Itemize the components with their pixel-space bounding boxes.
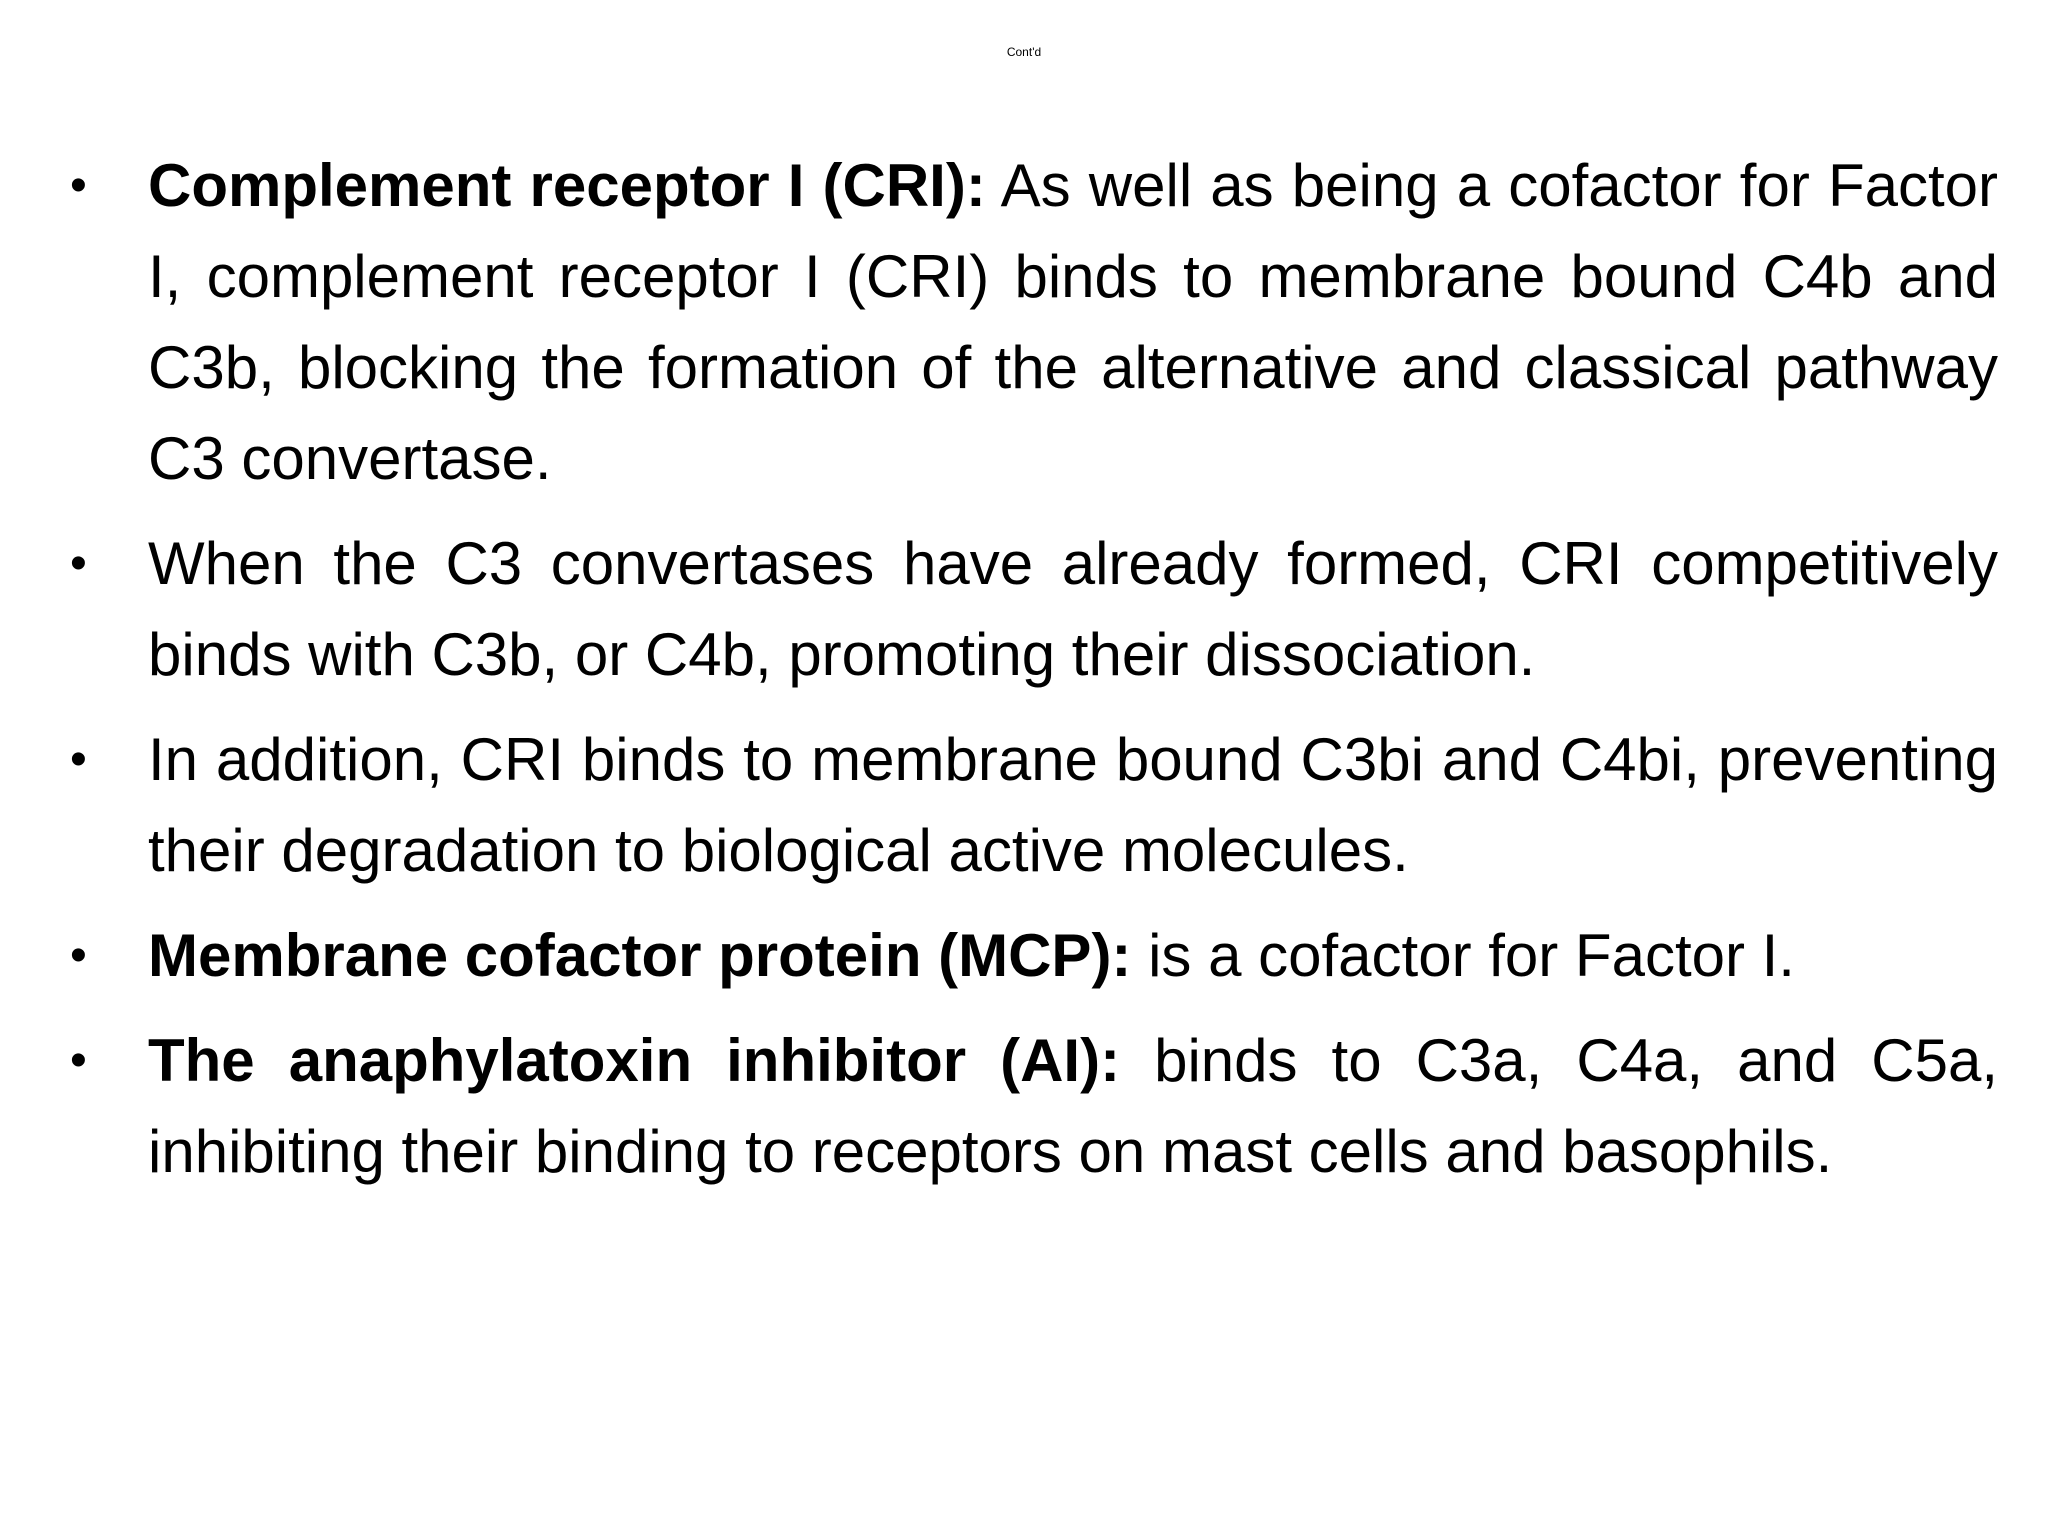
bullet-text: In addition, CRI binds to membrane bound C3bi and C4bi, preventing their degradation to biological active molecules. — [148, 726, 1998, 884]
bullet-term: The anaphylatoxin inhibitor (AI): — [148, 1027, 1121, 1094]
bullet-item-mcp — [70, 910, 1998, 1001]
bullet-text: is a cofactor for Factor I. — [1131, 922, 1795, 989]
bullet-item-cri-dissociation — [70, 518, 1998, 700]
bullet-dot-icon: • — [70, 159, 87, 212]
bullet-dot-icon: • — [70, 929, 87, 982]
bullet-dot-icon: • — [70, 1034, 87, 1087]
bullet-list — [70, 140, 1998, 1211]
bullet-text: When the C3 convertases have already formed, CRI competitively binds with C3b, or C4b, promoting their dissociation. — [148, 530, 1998, 688]
bullet-term: Complement receptor I (CRI): — [148, 152, 986, 219]
bullet-text: As well as being a cofactor for Factor I, complement receptor I (CRI) binds to membrane bound C4b and C3b, blocking the formation of the alternative and classical pathway C3 convertase. — [148, 152, 1998, 492]
bullet-item-cri-definition — [70, 140, 1998, 504]
bullet-dot-icon: • — [70, 537, 87, 590]
bullet-item-ai — [70, 1015, 1998, 1197]
bullet-dot-icon: • — [70, 733, 87, 786]
bullet-item-cri-degradation — [70, 714, 1998, 896]
slide-title: Cont'd — [1006, 45, 1042, 59]
bullet-term: Membrane cofactor protein (MCP): — [148, 922, 1132, 989]
bullet-text: binds to C3a, C4a, and C5a, inhibiting their binding to receptors on mast cells and basophils. — [148, 1027, 1998, 1185]
